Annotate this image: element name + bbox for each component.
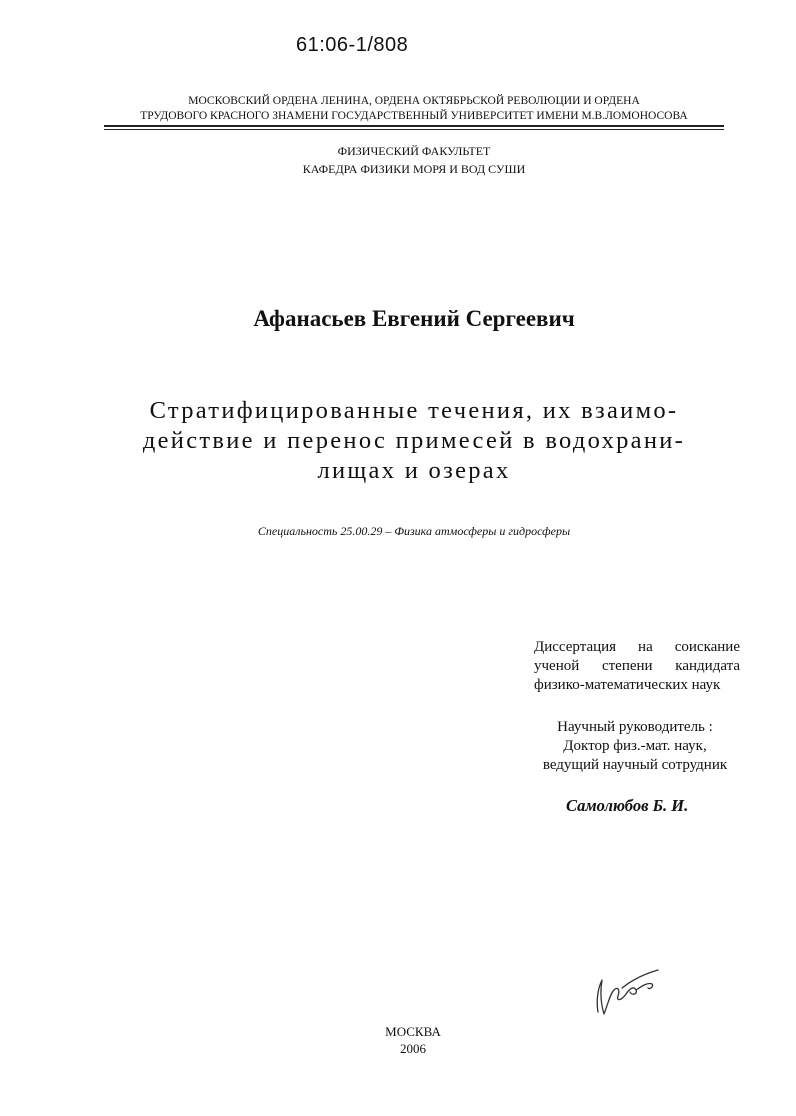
dissertation-title [90,396,738,486]
title-line-2: действие и перенос примесей в водохрани- [142,427,686,454]
year: 2006 [400,1041,426,1056]
university-line-2: ТРУДОВОГО КРАСНОГО ЗНАМЕНИ ГОСУДАРСТВЕННЫЙ УНИВЕРСИТЕТ ИМЕНИ М.В.ЛОМОНОСОВА [140,110,688,122]
city: МОСКВА [385,1024,441,1039]
signature-icon [592,960,672,1020]
advisor-position: ведущий научный сотрудник [542,757,728,773]
title-line-3: лищах и озерах [317,457,511,484]
title-line-1: Стратифицированные течения, их взаимо- [149,397,679,424]
department-name: КАФЕДРА ФИЗИКИ МОРЯ И ВОД СУШИ [302,162,526,176]
dissertation-line-2: ученой степени кандидата [534,658,740,674]
advisor-degree: Доктор физ.-мат. наук, [563,738,707,754]
archive-code: 61:06-1/808 [296,34,409,56]
specialty: Специальность 25.00.29 – Физика атмосферы и гидросферы [257,524,571,538]
university-line-1: МОСКОВСКИЙ ОРДЕНА ЛЕНИНА, ОРДЕНА ОКТЯБРЬСКОЙ РЕВОЛЮЦИИ И ОРДЕНА [188,95,640,107]
advisor-block [520,718,750,775]
author-name: Афанасьев Евгений Сергеевич [253,306,575,331]
header-rule-top [104,125,724,127]
dissertation-line-1: Диссертация на соискание [534,639,740,655]
advisor-name: Самолюбов Б. И. [566,796,689,815]
dissertation-line-3: физико-математических наук [534,677,721,693]
header-rule-bottom [104,129,724,130]
dissertation-statement [534,638,740,695]
advisor-label: Научный руководитель : [557,719,713,735]
faculty-block [100,142,728,178]
faculty-name: ФИЗИЧЕСКИЙ ФАКУЛЬТЕТ [337,144,491,158]
university-name [100,94,728,124]
